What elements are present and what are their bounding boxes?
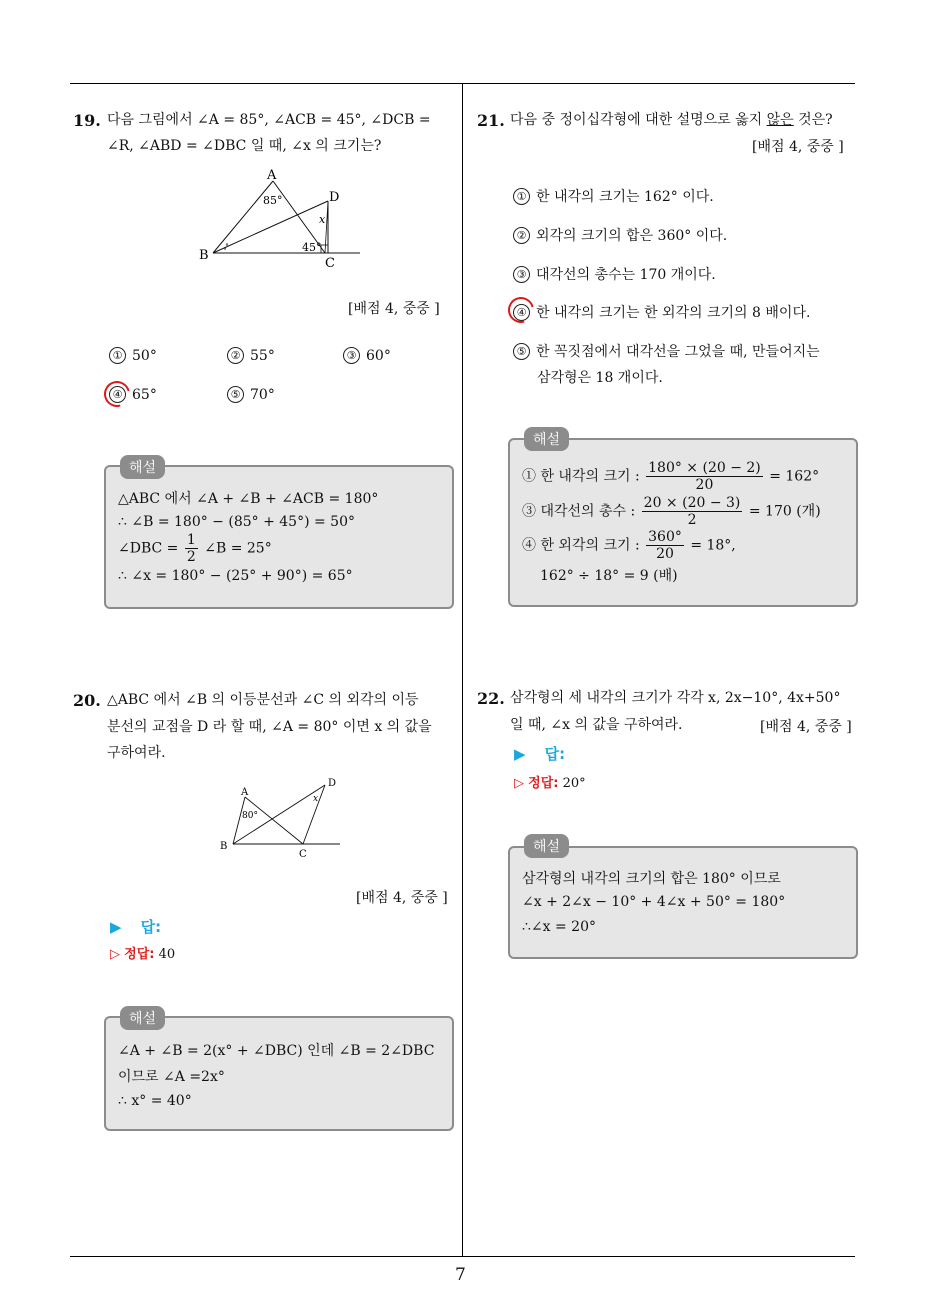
q21-sol3-den: 20 xyxy=(656,546,674,562)
svg-text:∘: ∘ xyxy=(225,240,229,249)
q21-option-2-marker: ② xyxy=(513,227,530,244)
q20-correct-label: 정답: xyxy=(124,947,155,962)
q19-sol-frac-post: ∠B = 25° xyxy=(204,540,272,557)
q21-sol2-num: 20 × (20 − 3) xyxy=(643,495,741,511)
q21-option-4[interactable] xyxy=(513,302,810,322)
q21-sol2-den: 2 xyxy=(687,512,697,528)
q22-correct-arrow-icon: ▷ xyxy=(514,776,524,791)
q19-number: 19. xyxy=(73,111,101,130)
q20-answer-arrow-icon: ▶ xyxy=(110,918,122,936)
q20-answer-label: 답: xyxy=(140,918,162,936)
q19-option-4-text: 65° xyxy=(132,387,157,403)
q21-option-4-marker: ④ xyxy=(513,304,530,321)
q19-line2: ∠R, ∠ABD = ∠DBC 일 때, ∠x 의 크기는? xyxy=(107,138,382,154)
q19-option-1-text: 50° xyxy=(132,348,157,364)
q21-option-5-text: 한 꼭짓점에서 대각선을 그었을 때, 만들어지는 xyxy=(536,344,820,360)
q19-option-3[interactable] xyxy=(343,347,391,364)
q21-sol2-fraction xyxy=(642,495,743,528)
q21-number: 21. xyxy=(477,111,505,130)
q20-label-c: C xyxy=(299,849,307,860)
q22-correct-value: 20° xyxy=(562,776,586,791)
q20-number: 20. xyxy=(73,691,101,710)
bottom-rule xyxy=(70,1256,855,1257)
q21-option-1[interactable] xyxy=(513,186,714,206)
q21-option-3[interactable] xyxy=(513,264,716,284)
q21-sol-line4: 162° ÷ 18° = 9 (배) xyxy=(540,568,678,584)
q22-line2: 일 때, ∠x 의 값을 구하여라. xyxy=(510,717,683,733)
q20-label-b: B xyxy=(220,841,228,852)
q19-option-5-marker: ⑤ xyxy=(227,386,244,403)
q20-label-a: A xyxy=(241,787,249,798)
q19-sol-line2: ∴ ∠B = 180° − (85° + 45°) = 50° xyxy=(118,514,355,530)
q22-correct-label: 정답: xyxy=(528,776,559,791)
q22-sol-line3: ∴∠x = 20° xyxy=(522,919,596,935)
q21-option-4-text: 한 내각의 크기는 한 외각의 크기의 8 배이다. xyxy=(536,305,811,321)
svg-text:∘: ∘ xyxy=(223,244,227,253)
q22-line1: 삼각형의 세 내각의 크기가 각각 x, 2x−10°, 4x+50° xyxy=(510,690,841,706)
q20-score: [배점 4, 중중 ] xyxy=(356,890,448,906)
q21-sol3-num: 360° xyxy=(648,529,682,545)
q20-correct-value: 40 xyxy=(158,947,176,962)
q21-option-5-marker: ⑤ xyxy=(513,343,530,360)
q20-line2: 분선의 교점을 D 라 할 때, ∠A = 80° 이면 x 의 값을 xyxy=(107,719,432,735)
q19-option-2-text: 55° xyxy=(250,348,275,364)
q21-line1-pre: 다음 중 정이십각형에 대한 설명으로 옳지 xyxy=(510,112,767,128)
q20-sol-line3: ∴ x° = 40° xyxy=(118,1093,192,1109)
page-number: 7 xyxy=(455,1265,466,1285)
q20-solution-tag: 해설 xyxy=(120,1006,165,1030)
q19-sol-line3 xyxy=(118,532,272,565)
q21-line1-post: 것은? xyxy=(793,112,833,128)
q22-sol-line1: 삼각형의 내각의 크기의 합은 180° 이므로 xyxy=(522,871,781,887)
q19-sol-line1: △ABC 에서 ∠A + ∠B + ∠ACB = 180° xyxy=(118,491,379,507)
q21-option-1-marker: ① xyxy=(513,188,530,205)
q19-label-b: B xyxy=(199,248,209,263)
q21-sol1-post: = 162° xyxy=(769,468,820,485)
q20-angle-80: 80° xyxy=(242,811,258,821)
q21-line1 xyxy=(510,107,833,134)
q21-sol1-pre: ① 한 내각의 크기 : xyxy=(522,468,640,485)
q19-option-2[interactable] xyxy=(227,347,275,364)
q21-option-3-text: 대각선의 총수는 170 개이다. xyxy=(536,267,716,283)
q19-label-d: D xyxy=(329,190,340,205)
q19-line1: 다음 그림에서 ∠A = 85°, ∠ACB = 45°, ∠DCB = xyxy=(107,112,431,128)
q21-option-2[interactable] xyxy=(513,225,727,245)
q20-label-d: D xyxy=(328,778,337,789)
q21-sol1-fraction xyxy=(646,460,763,493)
q22-answer-label: 답: xyxy=(544,745,566,763)
q21-sol1-den: 20 xyxy=(695,477,714,493)
q20-line1: △ABC 에서 ∠B 의 이등분선과 ∠C 의 외각의 이등 xyxy=(107,692,419,708)
q19-score: [배점 4, 중중 ] xyxy=(348,301,440,317)
q21-sol3-post: = 18°, xyxy=(690,537,736,554)
q21-line1-underlined: 않은 xyxy=(766,112,794,128)
q21-option-2-text: 외각의 크기의 합은 360° 이다. xyxy=(536,228,728,244)
q22-answer-row[interactable] xyxy=(514,743,565,764)
q21-option-3-marker: ③ xyxy=(513,266,530,283)
q22-number: 22. xyxy=(477,689,505,708)
q20-correct-row xyxy=(110,943,175,962)
q21-sol2-pre: ③ 대각선의 총수 : xyxy=(522,503,636,520)
q21-option-5-line2: 삼각형은 18 개이다. xyxy=(537,370,663,386)
q19-angle-85: 85° xyxy=(263,194,283,207)
q19-triangle-figure xyxy=(195,165,395,270)
q19-sol-frac-num: 1 xyxy=(186,532,196,548)
q19-label-c: C xyxy=(325,256,335,270)
q20-line3: 구하여라. xyxy=(107,745,166,761)
q19-sol-line4: ∴ ∠x = 180° − (25° + 90°) = 65° xyxy=(118,568,353,584)
q19-solution-tag: 해설 xyxy=(120,455,165,479)
q19-sol-frac-pre: ∠DBC = xyxy=(118,540,179,557)
q20-correct-arrow-icon: ▷ xyxy=(110,947,120,962)
q21-sol1-num: 180° × (20 − 2) xyxy=(648,460,761,476)
q19-option-3-text: 60° xyxy=(366,348,391,364)
q19-option-1[interactable] xyxy=(109,347,157,364)
q21-answer-mark xyxy=(503,292,539,328)
q21-score: [배점 4, 중중 ] xyxy=(752,139,844,155)
q19-label-a: A xyxy=(267,168,277,183)
q21-sol2-post: = 170 (개) xyxy=(748,503,821,520)
q19-angle-x: x xyxy=(319,213,326,226)
q21-sol-line2 xyxy=(522,495,821,528)
q20-angle-x: x xyxy=(313,794,319,804)
q19-option-5[interactable] xyxy=(227,386,275,403)
q22-correct-row xyxy=(514,772,586,791)
q21-option-5[interactable] xyxy=(513,341,820,361)
q21-sol3-pre: ④ 한 외각의 크기 : xyxy=(522,537,640,554)
q20-triangle-figure xyxy=(215,773,345,863)
q21-sol-line3 xyxy=(522,529,736,562)
q20-sol-line2: 이므로 ∠A =2x° xyxy=(118,1069,225,1085)
q19-answer-mark xyxy=(99,376,135,412)
q22-solution-tag: 해설 xyxy=(524,834,569,858)
q19-sol-fraction xyxy=(185,532,198,565)
q19-option-5-text: 70° xyxy=(250,387,275,403)
q19-option-2-marker: ② xyxy=(227,347,244,364)
q22-answer-arrow-icon: ▶ xyxy=(514,745,526,763)
q21-sol3-fraction xyxy=(646,529,684,562)
q21-option-1-text: 한 내각의 크기는 162° 이다. xyxy=(536,189,714,205)
q19-sol-frac-den: 2 xyxy=(186,549,196,565)
q22-score: [배점 4, 중중 ] xyxy=(760,719,852,735)
q21-sol-line1 xyxy=(522,460,819,493)
q19-option-3-marker: ③ xyxy=(343,347,360,364)
q20-sol-line1: ∠A + ∠B = 2(x° + ∠DBC) 인데 ∠B = 2∠DBC xyxy=(118,1043,435,1059)
q19-option-4-marker: ④ xyxy=(109,386,126,403)
q19-angle-45: 45° xyxy=(302,241,322,254)
q19-option-1-marker: ① xyxy=(109,347,126,364)
column-divider xyxy=(462,83,463,1257)
q20-answer-row[interactable] xyxy=(110,916,161,937)
q21-solution-tag: 해설 xyxy=(524,427,569,451)
q22-sol-line2: ∠x + 2∠x − 10° + 4∠x + 50° = 180° xyxy=(522,894,786,910)
